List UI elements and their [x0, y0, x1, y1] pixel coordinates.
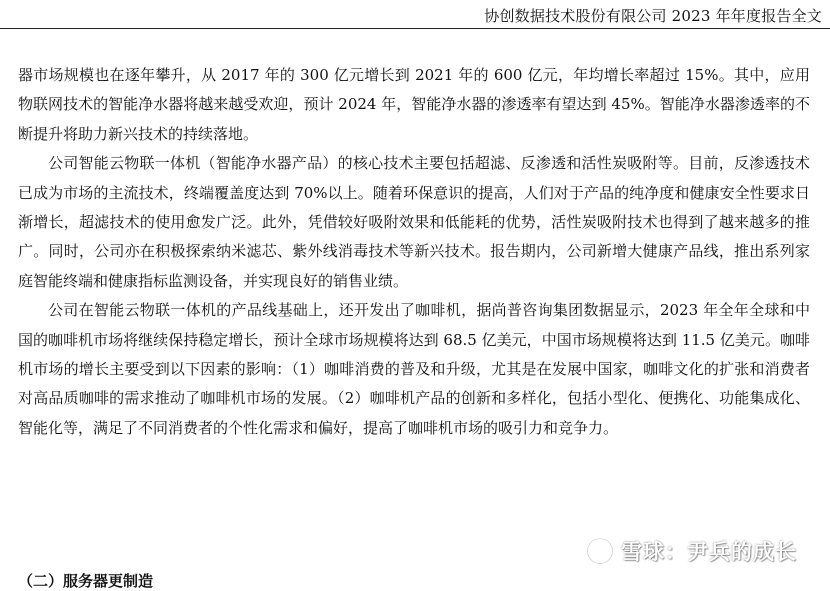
- watermark: [585, 532, 797, 570]
- paragraph-core-technology: 公司智能云物联一体机（智能净水器产品）的核心技术主要包括超滤、反渗透和活性炭吸附等。目前，反渗透技术已成为市场的主流技术，终端覆盖度达到 70%以上。随着环保意识的提高，人们对于产品的纯净度和健康安全性要求日渐增长，超滤技术的使用愈发广泛。此外，凭借较好吸附效果和低能耗的优势，活性炭吸附技术也得到了越来越多的推广。同时，公司亦在积极探索纳米滤芯、紫外线消毒技术等新兴技术。报告期内，公司新增大健康产品线，推出系列家庭智能终端和健康指标监测设备，并实现良好的销售业绩。: [18, 154, 810, 290]
- report-title: 协创数据技术股份有限公司 2023 年年度报告全文: [484, 7, 822, 25]
- page-header: [0, 0, 830, 28]
- watermark-text: 雪球：尹兵的成长: [621, 540, 797, 564]
- header-divider: [0, 28, 830, 29]
- report-body: [18, 61, 810, 443]
- paragraph-coffee-machine: 公司在智能云物联一体机的产品线基础上，还开发出了咖啡机，据尚普咨询集团数据显示，2023 年全年全球和中国的咖啡机市场将继续保持稳定增长，预计全球市场规模将达到 68.5 亿美元，中国市场规模将达到 11.5 亿美元。咖啡机市场的增长主要受到以下因素的影响：（1）咖啡消费的普及和升级，尤其是在发展中国家，咖啡文化的扩张和消费者对高品质咖啡的需求推动了咖啡机市场的发展。（2）咖啡机产品的创新和多样化，包括小型化、便携化、功能集成化、智能化等，满足了不同消费者的个性化需求和偏好，提高了咖啡机市场的吸引力和竞争力。: [18, 301, 810, 437]
- paragraph-water-purifier-market: 器市场规模也在逐年攀升，从 2017 年的 300 亿元增长到 2021 年的 600 亿元，年均增长率超过 15%。其中，应用物联网技术的智能净水器将越来越受欢迎，预计 2024 年，智能净水器的渗透率有望达到 45%。智能净水器渗透率的不断提升将助力新兴技术的持续落地。: [18, 66, 810, 143]
- section-heading: （二）服务器更制造: [18, 572, 154, 590]
- xueqiu-logo-icon: [585, 536, 615, 566]
